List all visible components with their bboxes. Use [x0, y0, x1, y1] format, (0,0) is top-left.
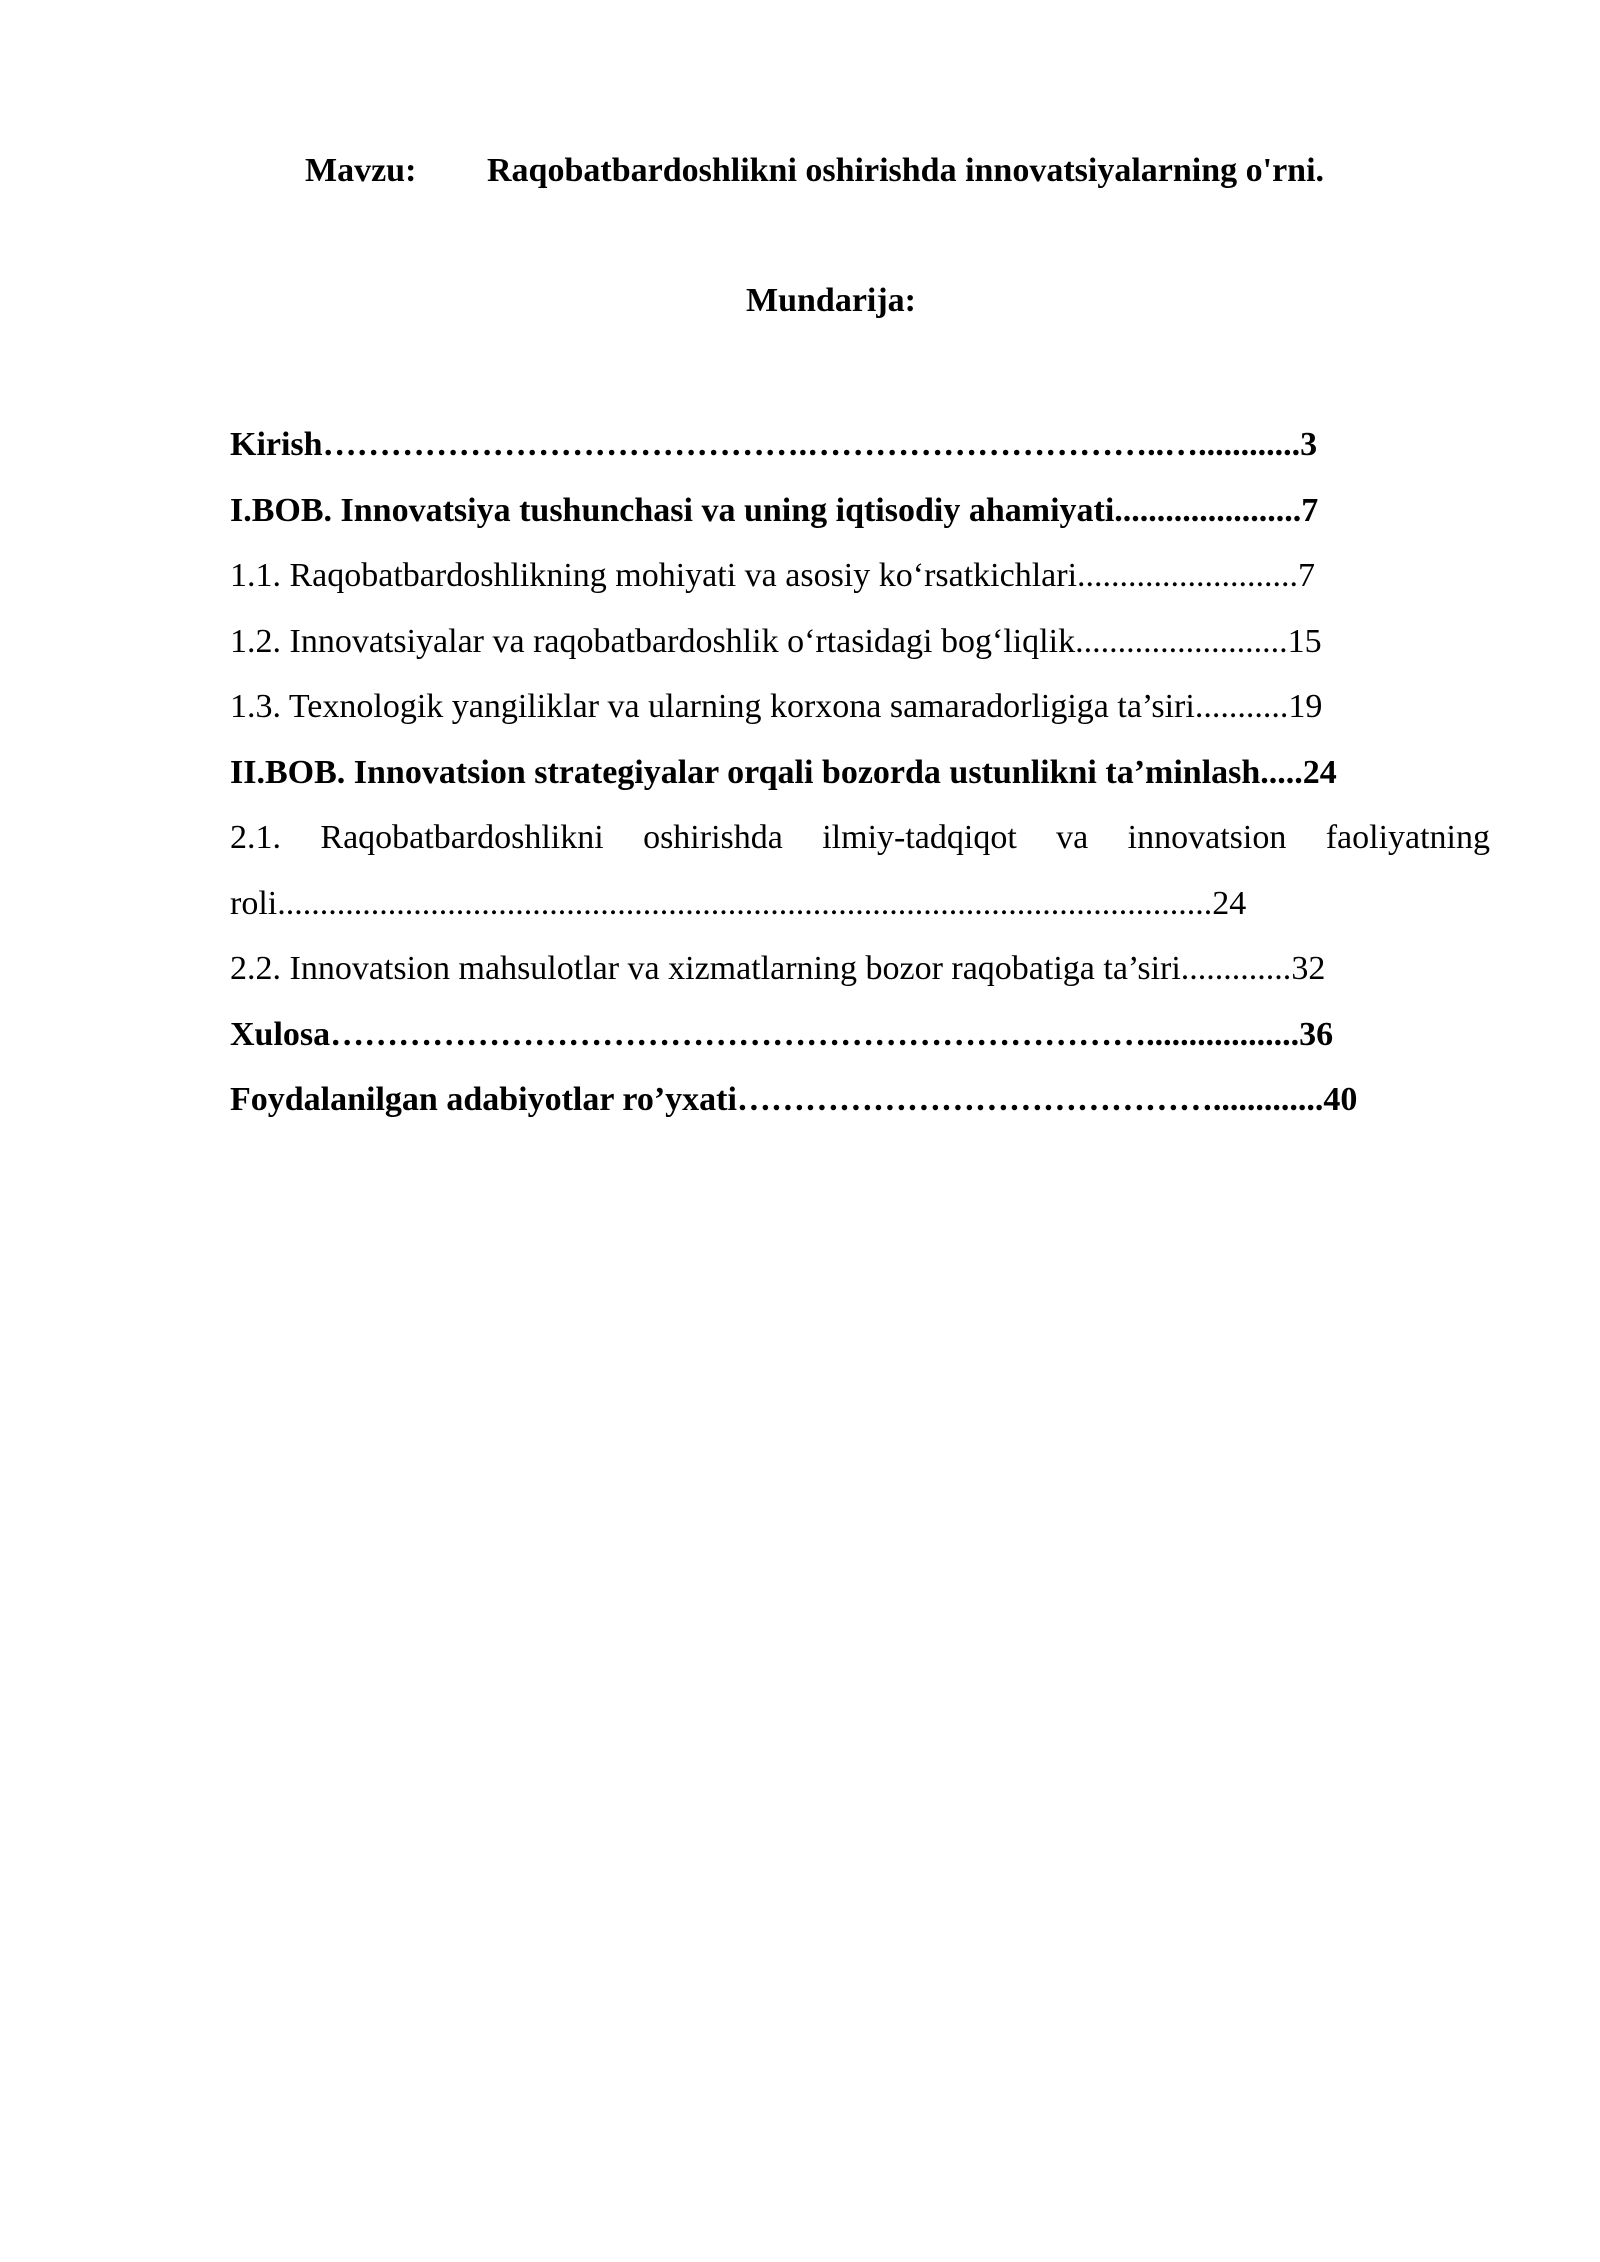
toc-entry-1-2 — [230, 609, 1490, 675]
toc-entry-chapter-1 — [230, 478, 1490, 544]
toc-entry-page: 24 — [1302, 753, 1337, 791]
toc-entry-2-2 — [230, 936, 1490, 1002]
toc-entry-references — [230, 1067, 1490, 1133]
toc-entry-page: 36 — [1299, 1015, 1334, 1053]
toc-entry-page: 7 — [1301, 491, 1319, 529]
toc-entry-page: 32 — [1291, 950, 1326, 987]
toc-entry-xulosa — [230, 1002, 1490, 1068]
title-topic: Raqobatbardoshlikni oshirishda innovatsiyalarning o'rni. — [487, 152, 1325, 189]
toc-entry-text: 1.3. Texnologik yangiliklar va ularning korxona samaradorligiga ta’siri........... — [230, 688, 1289, 725]
toc-entry-chapter-2 — [230, 740, 1490, 806]
toc-entry-text: 1.2. Innovatsiyalar va raqobatbardoshlik oʻrtasidagi bogʻliqlik......................... — [230, 622, 1288, 660]
toc-entry-page: 19 — [1288, 688, 1323, 725]
toc-entry-text: Xulosa……………………………………………………………….................. — [230, 1015, 1300, 1053]
toc-entry-page: 3 — [1300, 426, 1318, 463]
toc-entry-text: 2.1. Raqobatbardoshlikni oshirishda ilmiy-tadqiqot va innovatsion faoliyatning — [230, 819, 1490, 856]
title-label: Mavzu: — [305, 152, 417, 189]
toc-heading: Mundarija: — [746, 282, 916, 319]
toc-entry-text: 1.1. Raqobatbardoshlikning mohiyati va asosiy koʻrsatkichlari.......................... — [230, 557, 1299, 594]
toc-entry-1-3 — [230, 674, 1490, 740]
toc-entry-kirish — [230, 412, 1490, 478]
toc-entry-page: 7 — [1298, 557, 1316, 594]
toc-entry-text: I.BOB. Innovatsiya tushunchasi va uning iqtisodiy ahamiyati...................... — [230, 491, 1302, 529]
toc-entry-page: 15 — [1287, 622, 1322, 660]
toc-entry-page: 24 — [1212, 884, 1247, 922]
toc-entry-page: 40 — [1323, 1081, 1358, 1118]
toc-entry-2-1 — [230, 805, 1490, 871]
toc-entry-text: Kirish…………………………………….…………………………..…............ — [230, 426, 1301, 463]
toc-entry-text: II.BOB. Innovatsion strategiyalar orqali bozorda ustunlikni ta’minlash..... — [230, 753, 1303, 791]
toc-entry-2-1-continued — [230, 871, 1490, 937]
toc-entry-text: roli.............................................................................................................. — [230, 884, 1213, 922]
toc-entry-1-1 — [230, 543, 1490, 609]
toc-entry-text: 2.2. Innovatsion mahsulotlar va xizmatlarning bozor raqobatiga ta’siri............. — [230, 950, 1292, 987]
table-of-contents — [230, 412, 1490, 1133]
toc-entry-text: Foydalanilgan adabiyotlar ro’yxati……………………………………............. — [230, 1081, 1324, 1118]
